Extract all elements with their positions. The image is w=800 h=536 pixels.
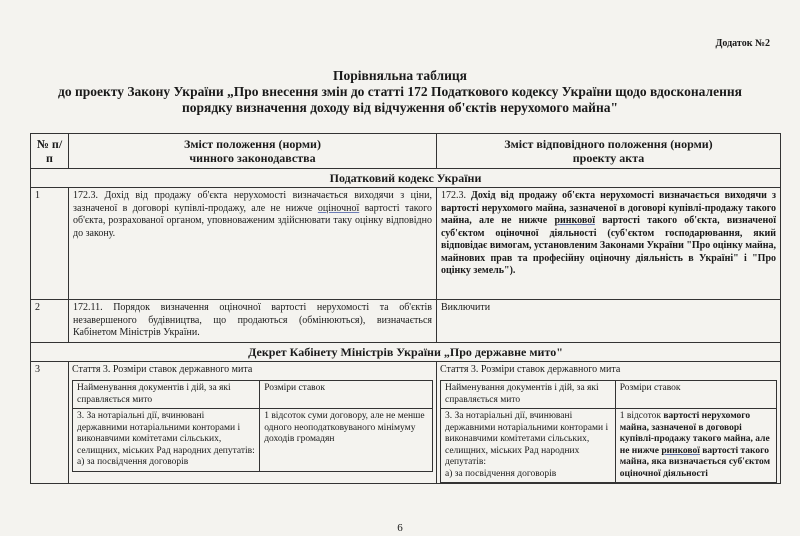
table-row (31, 300, 781, 343)
header-current (69, 134, 437, 169)
inner-cell-left (441, 409, 616, 483)
section-title: Декрет Кабінету Міністрів України „Про державне мито" (31, 342, 781, 361)
inner-left-text: 3. За нотаріальні дії, вчинювані державними нотаріальними конторами і виконавчими комітетами сільських, селищних, міських Рад народних депутатів: (445, 411, 609, 467)
page-number: 6 (397, 522, 403, 534)
article-heading: Стаття 3. Розміри ставок державного мита (72, 363, 253, 375)
inner-table-proposed (440, 380, 777, 483)
header-current-line1: Зміст положення (норми) (184, 137, 321, 151)
title-line-2: до проекту Закону України „Про внесення змін до статті 172 Податкового кодексу України щодо вдосконалення (58, 84, 742, 99)
current-text (69, 361, 437, 484)
current-text-part: вартості такого об'єкта, розрахованої органом, уповноваженим здійснювати таку оцінку відповідно до закону. (73, 202, 432, 239)
table-row (31, 188, 781, 300)
inner-header-right: Розміри ставок (615, 381, 776, 409)
header-proposed (437, 134, 781, 169)
rate-text-underlined: ринкової (661, 445, 700, 456)
rate-text-part: 1 відсоток (619, 411, 664, 421)
proposed-text-part: 172.3. (441, 190, 472, 201)
inner-cell-rate (615, 409, 776, 483)
header-current-line2: чинного законодавства (189, 151, 316, 165)
proposed-text (437, 361, 781, 484)
inner-cell-rate: 1 відсоток суми договору, але не менше одного неоподатковуваного мінімуму доходів громадян (260, 409, 433, 472)
header-num: № п/п (31, 134, 69, 169)
rate-text-bold: вартості нерухомого майна, зазначеної в договорі купівлі-продажу такого майна, але не нижче (619, 411, 770, 456)
inner-left-text: 3. За нотаріальні дії, вчинювані державними нотаріальними конторами і виконавчими комітетами сільських, селищних, міських Рад народних депутатів: (77, 411, 255, 456)
section-row-tax-code (31, 169, 781, 188)
table-row (31, 361, 781, 484)
section-title: Податковий кодекс України (31, 169, 781, 188)
document-title (20, 68, 780, 116)
annex-label: Додаток №2 (715, 38, 770, 49)
row-num: 3 (31, 361, 69, 484)
current-text-part: 172.3. Дохід від продажу об'єкта нерухомості визначається виходячи з ціни, зазначеної в договорі купівлі-продажу, але не нижче (73, 190, 432, 214)
current-text-underlined: оціночної (317, 202, 360, 214)
header-proposed-line2: проекту акта (572, 151, 645, 165)
proposed-text-bold: Дохід від продажу об'єкта нерухомості визначається виходячи з вартості нерухомого майна, зазначеної в договорі купівлі-продажу такого майна, але не нижче (441, 190, 776, 226)
title-line-3: порядку визначення доходу від відчуження об'єктів нерухомого майна" (182, 100, 618, 115)
inner-header-right: Розміри ставок (260, 381, 433, 409)
section-row-state-duty (31, 342, 781, 361)
current-text (69, 188, 437, 300)
inner-header-left: Найменування документів і дій, за які справляється мито (441, 381, 616, 409)
rate-text-bold: вартості такого майна, яка визначається суб'єктом оціночної діяльності (619, 445, 771, 479)
header-proposed-line1: Зміст відповідного положення (норми) (504, 137, 713, 151)
proposed-text-bold: вартості такого об'єкта, визначеної суб'єктом оціночної діяльності (суб'єктом господарювання, який відповідає вимогам, установленим Законами України "Про оцінку майна, майнових прав та професійну оціночну діяльність в Україні" і "Про оцінку земель"). (441, 215, 776, 276)
article-heading: Стаття 3. Розміри ставок державного мита (440, 363, 621, 375)
proposed-text (437, 188, 781, 300)
proposed-text: Виключити (437, 300, 781, 343)
row-num: 2 (31, 300, 69, 343)
inner-cell-left (73, 409, 260, 472)
proposed-text-underlined: ринкової (554, 215, 596, 226)
inner-header-left: Найменування документів і дій, за які справляється мито (73, 381, 260, 409)
title-line-1: Порівняльна таблиця (333, 68, 467, 83)
current-text: 172.11. Порядок визначення оціночної вартості нерухомості та об'єктів незавершеного будівництва, що продаються (обмінюються), визначається Кабінетом Міністрів України. (69, 300, 437, 343)
comparison-table (30, 133, 781, 484)
row-num: 1 (31, 188, 69, 300)
table-header-row (31, 134, 781, 169)
inner-left-sub: а) за посвідчення договорів (77, 457, 189, 467)
inner-left-sub: а) за посвідчення договорів (445, 468, 557, 479)
inner-table-current (72, 380, 433, 472)
